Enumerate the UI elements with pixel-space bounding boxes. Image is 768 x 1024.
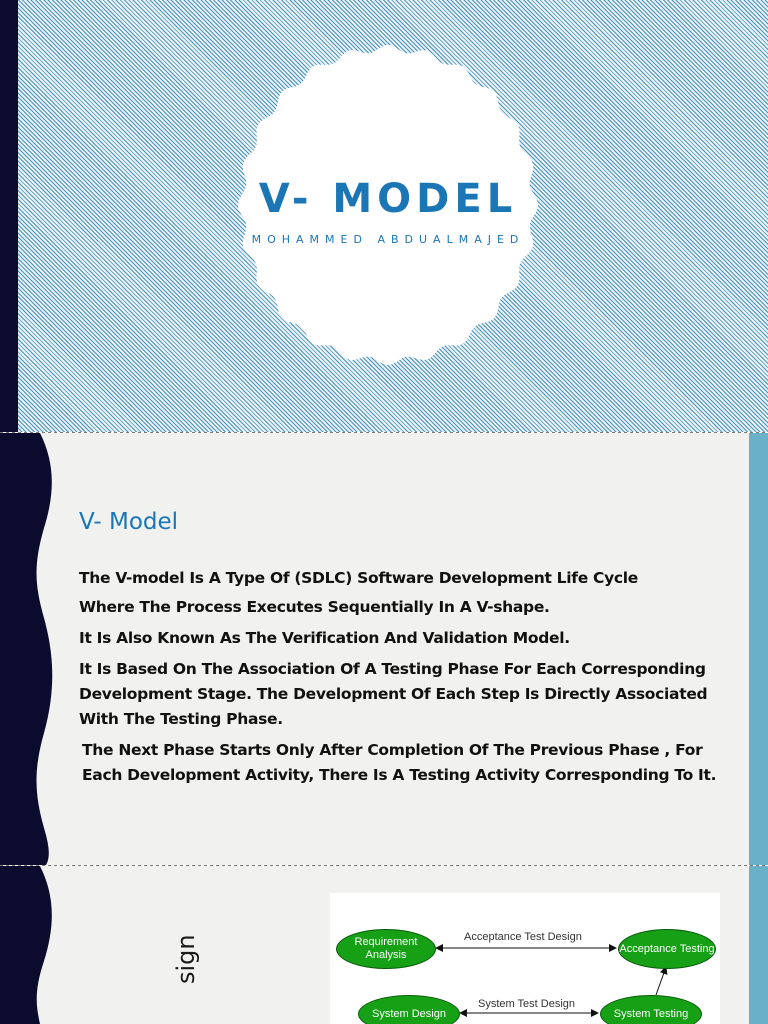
paragraph: It Is Also Known As The Verification And Validation Model. xyxy=(79,629,570,647)
paragraph: The Next Phase Starts Only After Completion Of The Previous Phase , For Each Development Activity, There Is A Testing Activity Corresponding To It. xyxy=(82,741,717,784)
node-system-testing: System Testing xyxy=(600,995,702,1024)
section-heading: V- Model xyxy=(79,509,179,535)
right-teal-band xyxy=(749,866,768,1024)
slide-title: V- MODEL xyxy=(258,176,518,222)
title-slide xyxy=(0,0,768,432)
edge-label-system-test-design: System Test Design xyxy=(478,998,576,1010)
right-teal-band xyxy=(749,433,768,865)
diagram-slide xyxy=(0,866,768,1024)
edge-label-acceptance-test-design: Acceptance Test Design xyxy=(464,931,582,943)
content-slide xyxy=(0,433,768,865)
node-requirement-analysis: Requirement Analysis xyxy=(336,929,436,969)
node-system-design: System Design xyxy=(358,995,460,1024)
paragraph: It Is Based On The Association Of A Testing Phase For Each Corresponding Development Stage. The Development Of Each Step Is Directly Associated With The Testing Phase. xyxy=(79,660,708,728)
paragraph: Where The Process Executes Sequentially In A V-shape. xyxy=(79,598,550,616)
left-wave-band xyxy=(0,433,60,865)
v-model-diagram xyxy=(330,893,720,1024)
node-acceptance-testing: Acceptance Testing xyxy=(618,929,716,969)
left-wave-band xyxy=(0,866,60,1024)
left-navy-band xyxy=(0,0,18,432)
author-name: MOHAMMED ABDUALMAJED xyxy=(251,233,525,246)
body-text xyxy=(79,566,739,794)
paragraph: The V-model Is A Type Of (SDLC) Software Development Life Cycle xyxy=(79,569,639,587)
rotated-side-label: sign xyxy=(172,934,200,984)
